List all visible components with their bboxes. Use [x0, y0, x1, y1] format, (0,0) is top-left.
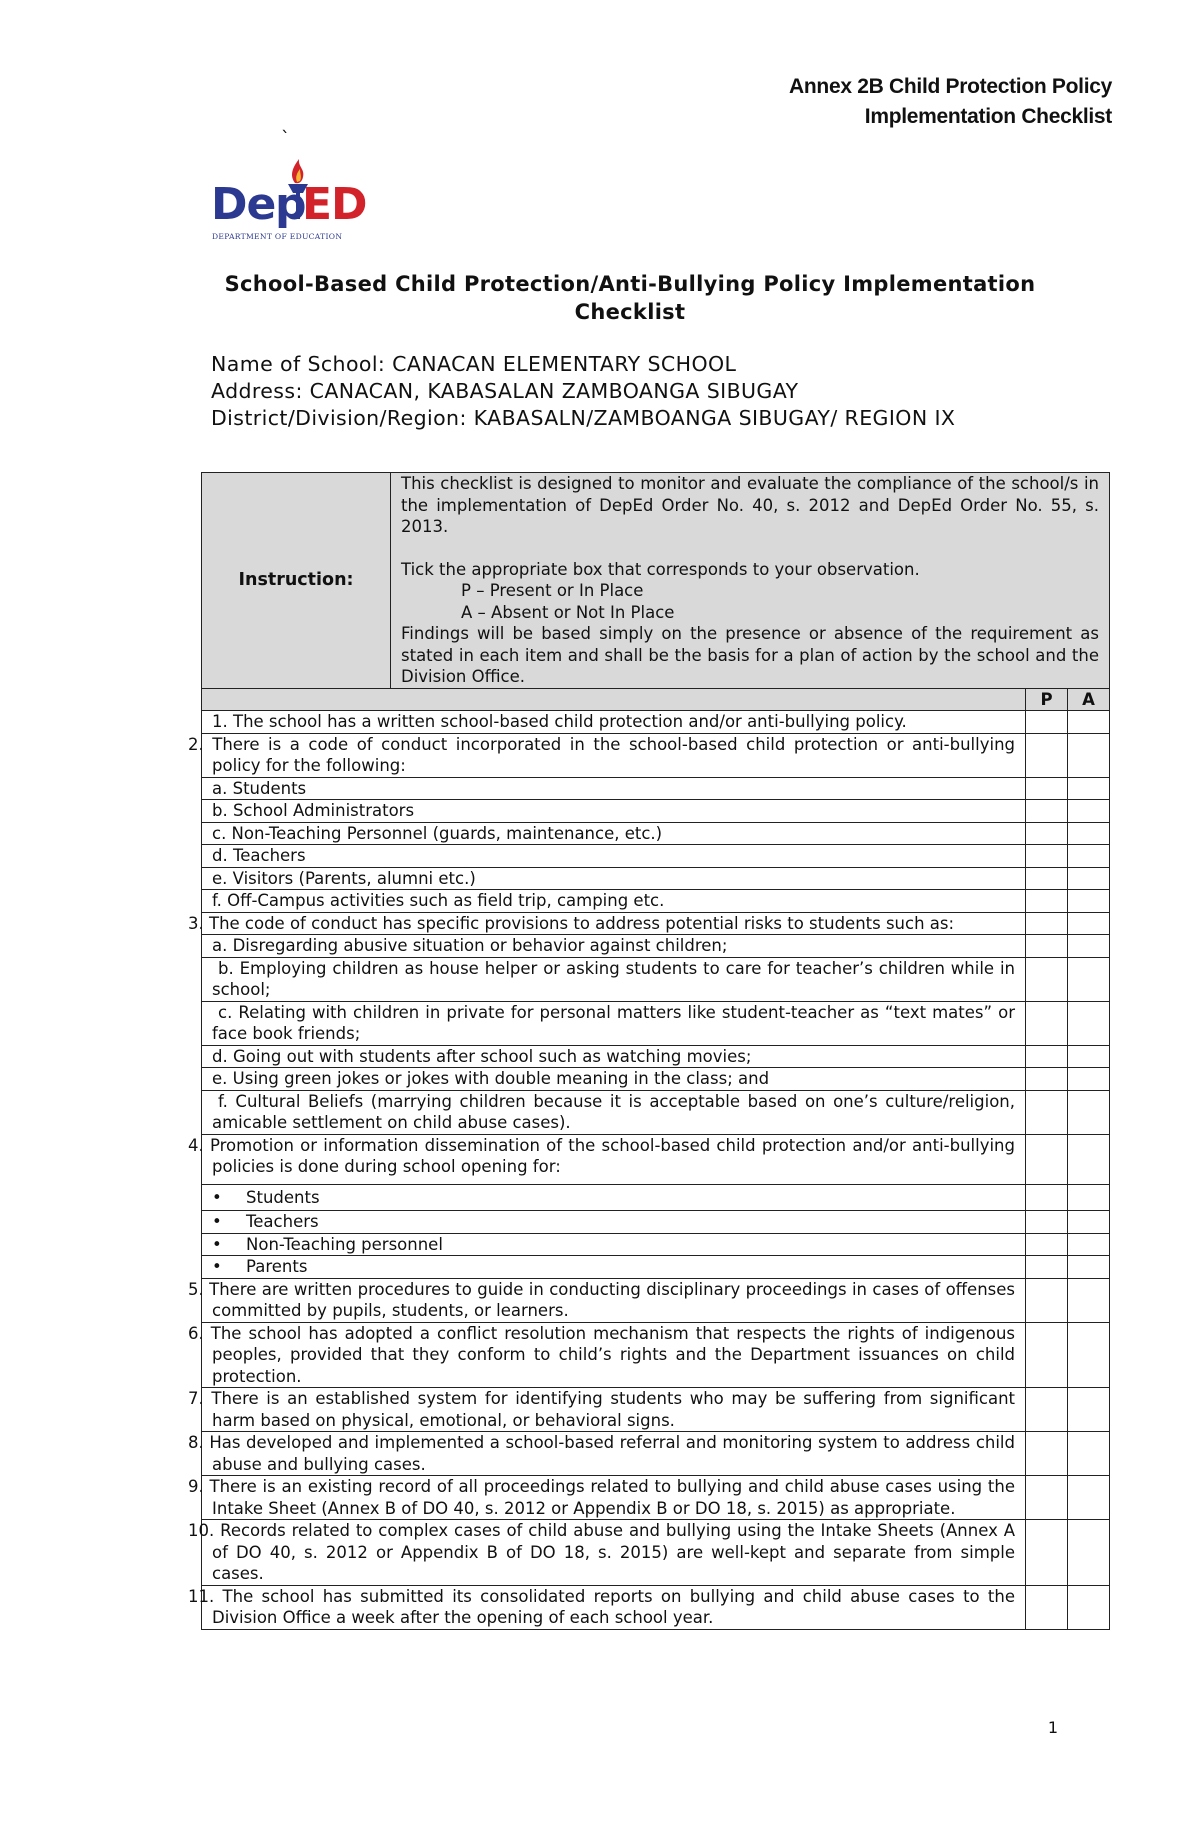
checkbox-p[interactable]: [1026, 1134, 1068, 1184]
checkbox-p[interactable]: [1026, 1520, 1068, 1586]
table-row: [202, 733, 1110, 777]
item-6: 6. The school has adopted a conflict resolution mechanism that respects the rights of indigenous peoples, provided that they conform to child’s rights and the Department issuances on child protection.: [202, 1322, 1026, 1388]
item-4: 4. Promotion or information dissemination of the school-based child protection and/or anti-bullying policies is done during school opening for:: [202, 1134, 1026, 1184]
item-8: 8. Has developed and implemented a school-based referral and monitoring system to address child abuse and bullying cases.: [202, 1432, 1026, 1476]
item-4d: [202, 1256, 1026, 1279]
checkbox-a[interactable]: [1068, 1278, 1110, 1322]
checkbox-p[interactable]: [1026, 711, 1068, 734]
annex-title-line2: Implementation Checklist: [864, 105, 1112, 128]
table-row: [202, 1432, 1110, 1476]
table-row: [202, 1322, 1110, 1388]
item-1: 1. The school has a written school-based child protection and/or anti-bullying policy.: [202, 711, 1026, 734]
checkbox-a[interactable]: [1068, 1256, 1110, 1279]
school-name-label: Name of School:: [211, 352, 386, 376]
deped-logo-icon: [211, 155, 386, 243]
column-header-blank: [202, 688, 1026, 711]
table-row: [202, 912, 1110, 935]
checkbox-a[interactable]: [1068, 1476, 1110, 1520]
bullet-icon: •: [212, 1234, 222, 1254]
checkbox-a[interactable]: [1068, 1134, 1110, 1184]
item-2e: e. Visitors (Parents, alumni etc.): [202, 867, 1026, 890]
table-row: [202, 1233, 1110, 1256]
table-row: [202, 1278, 1110, 1322]
checkbox-a[interactable]: [1068, 1001, 1110, 1045]
instruction-p-definition: P – Present or In Place: [461, 581, 644, 600]
table-row: [202, 867, 1110, 890]
checkbox-p[interactable]: [1026, 1476, 1068, 1520]
item-2f: f. Off-Campus activities such as field trip, camping etc.: [202, 890, 1026, 913]
table-row: [202, 777, 1110, 800]
svg-text:De: De: [211, 179, 276, 230]
bullet-icon: •: [212, 1257, 222, 1276]
instruction-body: [391, 473, 1110, 689]
svg-text:p: p: [275, 179, 307, 230]
item-5: 5. There are written procedures to guide in conducting disciplinary proceedings in cases of offenses committed by pupils, students, or learners.: [202, 1278, 1026, 1322]
district-value: KABASALN/ZAMBOANGA SIBUGAY/ REGION IX: [473, 406, 956, 430]
table-row: [202, 957, 1110, 1001]
svg-text:ED: ED: [302, 179, 367, 230]
table-row: [202, 1256, 1110, 1279]
school-name-value: CANACAN ELEMENTARY SCHOOL: [392, 352, 737, 376]
checkbox-p[interactable]: [1026, 1184, 1068, 1210]
checkbox-a[interactable]: [1068, 1210, 1110, 1233]
checkbox-a[interactable]: [1068, 1068, 1110, 1091]
page-number: 1: [1047, 1718, 1058, 1737]
table-row: [202, 800, 1110, 823]
address-label: Address:: [211, 379, 303, 403]
checklist-table: [188, 472, 1110, 1630]
checkbox-a[interactable]: [1068, 1233, 1110, 1256]
table-row: [202, 845, 1110, 868]
checkbox-p[interactable]: [1026, 1068, 1068, 1091]
bullet-icon: •: [212, 1187, 222, 1207]
item-3c: c. Relating with children in private for personal matters like student-teacher as “text mates” or face book friends;: [202, 1001, 1026, 1045]
item-9: 9. There is an existing record of all proceedings related to bullying and child abuse cases using the Intake Sheet (Annex B of DO 40, s. 2012 or Appendix B or DO 18, s. 2015) as appropriate.: [202, 1476, 1026, 1520]
instruction-para2: Tick the appropriate box that corresponds to your observation.: [401, 559, 920, 579]
item-3b: b. Employing children as house helper or asking students to care for teacher’s children while in school;: [202, 957, 1026, 1001]
checkbox-p[interactable]: [1026, 1278, 1068, 1322]
checkbox-p[interactable]: [1026, 822, 1068, 845]
checkbox-a[interactable]: [1068, 1432, 1110, 1476]
checkbox-a[interactable]: [1068, 1585, 1110, 1629]
checkbox-a[interactable]: [1068, 1090, 1110, 1134]
bullet-icon: •: [212, 1211, 222, 1231]
checkbox-p[interactable]: [1026, 1432, 1068, 1476]
instruction-row: [202, 473, 1110, 689]
item-10: 10. Records related to complex cases of child abuse and bullying using the Intake Sheets (Annex A of DO 40, s. 2012 or Appendix B of DO 18, s. 2015) are well-kept and separate from simple cases.: [202, 1520, 1026, 1586]
checkbox-p[interactable]: [1026, 1388, 1068, 1432]
item-4b-label: Teachers: [246, 1211, 319, 1231]
table-row: [202, 1134, 1110, 1184]
table-row: [202, 1585, 1110, 1629]
district-row: [211, 405, 955, 432]
checkbox-a[interactable]: [1068, 845, 1110, 868]
table-row: [202, 1001, 1110, 1045]
instruction-para3: Findings will be based simply on the presence or absence of the requirement as stated in each item and shall be the basis for a plan of action by the school and the Division Office.: [401, 624, 1099, 686]
checkbox-a[interactable]: [1068, 1045, 1110, 1068]
table-row: [202, 1184, 1110, 1210]
document-title-line1: School-Based Child Protection/Anti-Bullying Policy Implementation: [224, 272, 1036, 296]
table-row: [202, 1068, 1110, 1091]
checkbox-p[interactable]: [1026, 1045, 1068, 1068]
checkbox-a[interactable]: [1068, 890, 1110, 913]
document-title: [205, 270, 1055, 326]
table-row: [202, 1090, 1110, 1134]
table-row: [202, 1476, 1110, 1520]
deped-logo: [211, 155, 386, 247]
item-3d: d. Going out with students after school such as watching movies;: [202, 1045, 1026, 1068]
item-4b: [202, 1210, 1026, 1233]
item-2a: a. Students: [202, 777, 1026, 800]
item-4d-label: Parents: [246, 1257, 308, 1276]
checkbox-p[interactable]: [1026, 777, 1068, 800]
item-2c: c. Non-Teaching Personnel (guards, maintenance, etc.): [202, 822, 1026, 845]
checkbox-p[interactable]: [1026, 845, 1068, 868]
item-3e: e. Using green jokes or jokes with double meaning in the class; and: [202, 1068, 1026, 1091]
checkbox-a[interactable]: [1068, 867, 1110, 890]
checkbox-a[interactable]: [1068, 957, 1110, 1001]
checkbox-p[interactable]: [1026, 957, 1068, 1001]
address-value: CANACAN, KABASALAN ZAMBOANGA SIBUGAY: [309, 379, 799, 403]
item-4c: [202, 1233, 1026, 1256]
item-11: 11. The school has submitted its consolidated reports on bullying and child abuse cases to the Division Office a week after the opening of each school year.: [202, 1585, 1026, 1629]
checkbox-a[interactable]: [1068, 777, 1110, 800]
column-header-p: P: [1026, 688, 1068, 711]
table-row: [202, 1388, 1110, 1432]
table-row: [202, 1210, 1110, 1233]
item-2d: d. Teachers: [202, 845, 1026, 868]
instruction-a-definition: A – Absent or Not In Place: [461, 602, 675, 622]
checkbox-p[interactable]: [1026, 912, 1068, 935]
checkbox-a[interactable]: [1068, 1520, 1110, 1586]
column-header-row: [202, 688, 1110, 711]
item-3: 3. The code of conduct has specific provisions to address potential risks to students such as:: [202, 912, 1026, 935]
checkbox-a[interactable]: [1068, 1322, 1110, 1388]
checkbox-a[interactable]: [1068, 711, 1110, 734]
checkbox-p[interactable]: [1026, 1233, 1068, 1256]
item-4a-label: Students: [246, 1187, 320, 1207]
checkbox-p[interactable]: [1026, 867, 1068, 890]
svg-text:DEPARTMENT OF EDUCATION: DEPARTMENT OF EDUCATION: [212, 232, 343, 241]
instruction-label: Instruction:: [202, 473, 391, 689]
checkbox-a[interactable]: [1068, 1184, 1110, 1210]
table-row: [202, 935, 1110, 958]
stray-backtick: `: [281, 128, 290, 149]
column-header-a: A: [1068, 688, 1110, 711]
item-3f: f. Cultural Beliefs (marrying children because it is acceptable based on one’s culture/religion, amicable settlement on child abuse cases).: [202, 1090, 1026, 1134]
school-info: [211, 351, 955, 432]
checkbox-p[interactable]: [1026, 1322, 1068, 1388]
checkbox-a[interactable]: [1068, 733, 1110, 777]
checkbox-p[interactable]: [1026, 1256, 1068, 1279]
item-4c-label: Non-Teaching personnel: [246, 1234, 443, 1254]
checkbox-a[interactable]: [1068, 912, 1110, 935]
table-row: [202, 822, 1110, 845]
school-name-row: [211, 351, 955, 378]
checkbox-a[interactable]: [1068, 935, 1110, 958]
checkbox-a[interactable]: [1068, 1388, 1110, 1432]
checkbox-p[interactable]: [1026, 1001, 1068, 1045]
address-row: [211, 378, 955, 405]
checkbox-p[interactable]: [1026, 733, 1068, 777]
checkbox-a[interactable]: [1068, 800, 1110, 823]
item-4a: [202, 1184, 1026, 1210]
checkbox-p[interactable]: [1026, 1210, 1068, 1233]
table-row: [202, 711, 1110, 734]
instruction-para1: This checklist is designed to monitor and evaluate the compliance of the school/s in the implementation of DepEd Order No. 40, s. 2012 and DepEd Order No. 55, s. 2013.: [401, 474, 1099, 536]
table-row: [202, 1520, 1110, 1586]
item-3a: a. Disregarding abusive situation or behavior against children;: [202, 935, 1026, 958]
checkbox-p[interactable]: [1026, 935, 1068, 958]
annex-header: [789, 72, 1112, 132]
table-row: [202, 1045, 1110, 1068]
district-label: District/Division/Region:: [211, 406, 467, 430]
checkbox-a[interactable]: [1068, 822, 1110, 845]
checkbox-p[interactable]: [1026, 1585, 1068, 1629]
table-row: [202, 890, 1110, 913]
document-title-line2: Checklist: [574, 300, 686, 324]
checkbox-p[interactable]: [1026, 800, 1068, 823]
item-7: 7. There is an established system for identifying students who may be suffering from significant harm based on physical, emotional, or behavioral signs.: [202, 1388, 1026, 1432]
item-2b: b. School Administrators: [202, 800, 1026, 823]
item-2: 2. There is a code of conduct incorporated in the school-based child protection or anti-bullying policy for the following:: [202, 733, 1026, 777]
checkbox-p[interactable]: [1026, 1090, 1068, 1134]
annex-title-line1: Annex 2B Child Protection Policy: [789, 75, 1112, 98]
checkbox-p[interactable]: [1026, 890, 1068, 913]
